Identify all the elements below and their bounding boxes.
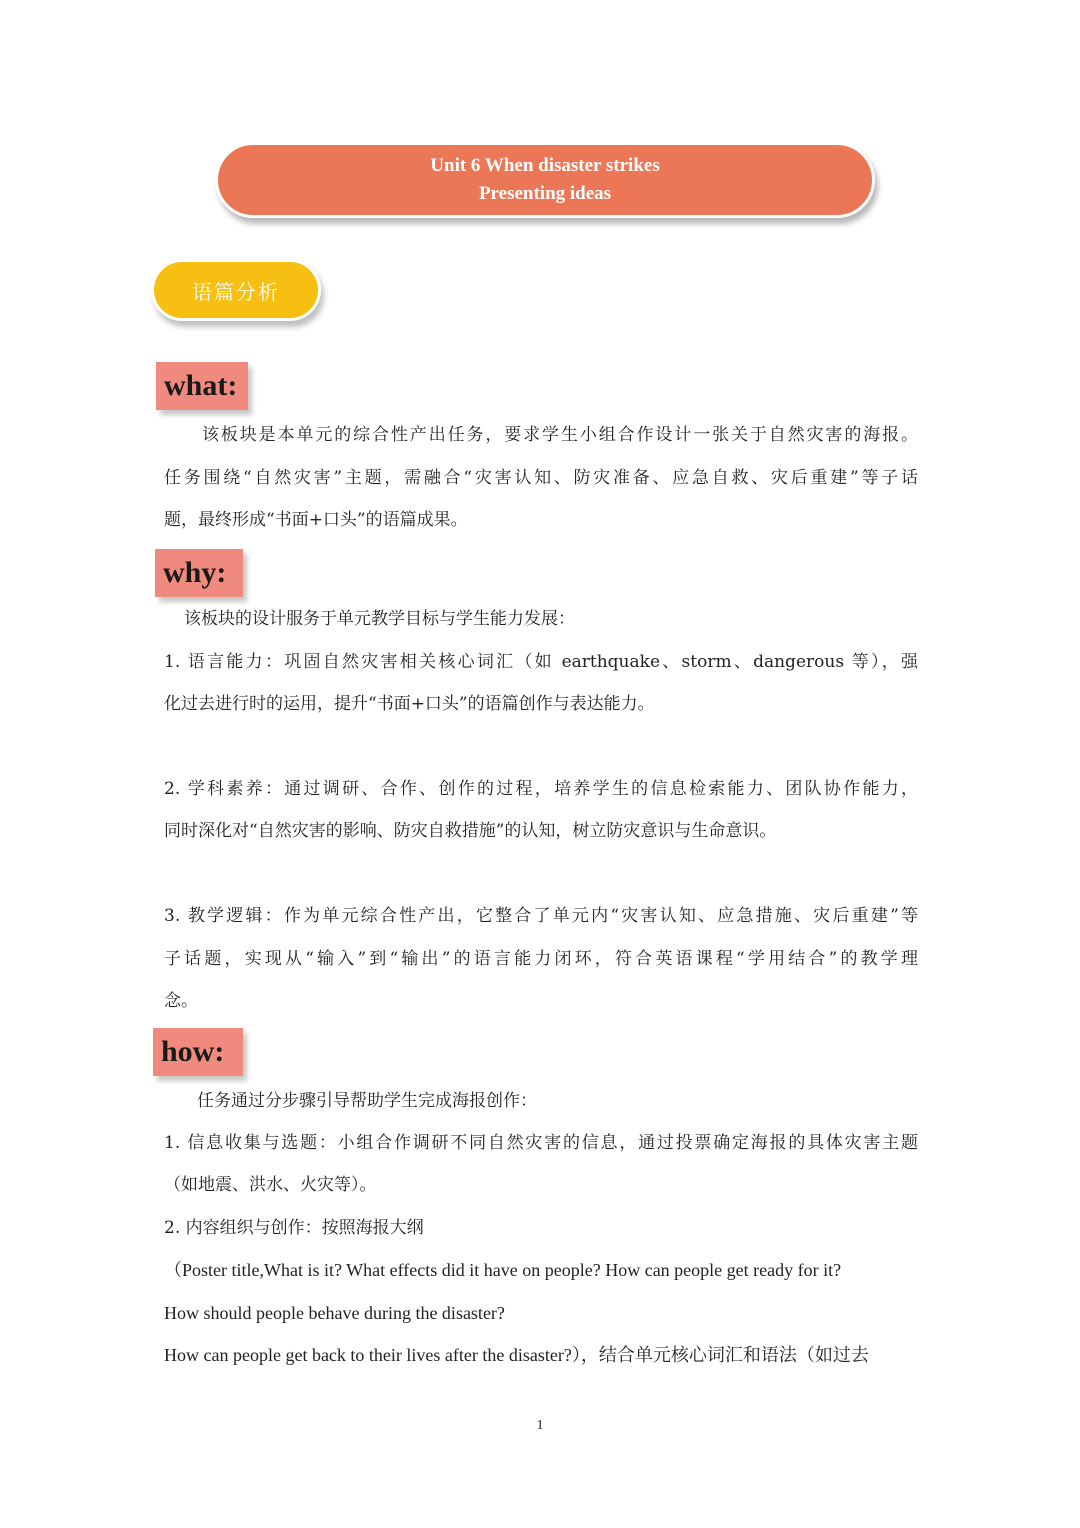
- how-tag: how:: [153, 1028, 243, 1076]
- outline-line-3: How can people get back to their lives after the disaster?），结合单元核心词汇和语法（如过去: [164, 1345, 869, 1365]
- why-p2-line-2: 同时深化对“自然灾害的影响、防灾自救措施”的认知，树立防灾意识与生命意识。: [164, 821, 777, 841]
- outline-line-1: （Poster title,What is it? What effects did it have on people? How can people get ready for it?: [164, 1260, 842, 1280]
- what-line-2: 任务围绕“自然灾害”主题，需融合“灾害认知、防灾准备、应急自救、灾后重建”等子话: [164, 468, 918, 488]
- outline-line-2: How should people behave during the disaster?: [164, 1303, 505, 1323]
- section-label: 语篇分析: [151, 259, 321, 321]
- page-number: 1: [536, 1418, 544, 1433]
- why-tag: why:: [155, 549, 243, 597]
- lesson-subtitle: Presenting ideas: [478, 183, 612, 204]
- what-line-3: 题，最终形成“书面+口头”的语篇成果。: [164, 510, 468, 530]
- why-intro: 该板块的设计服务于单元教学目标与学生能力发展：: [184, 609, 575, 629]
- what-tag: what:: [156, 362, 248, 410]
- why-p2-line-1: 2. 学科素养：通过调研、合作、创作的过程，培养学生的信息检索能力、团队协作能力，: [164, 779, 918, 799]
- title-banner: [215, 142, 875, 218]
- what-line-1: 该板块是本单元的综合性产出任务，要求学生小组合作设计一张关于自然灾害的海报。: [202, 425, 918, 445]
- how-intro: 任务通过分步骤引导帮助学生完成海报创作：: [197, 1091, 537, 1111]
- why-p3-line-3: 念。: [164, 991, 198, 1011]
- why-p1-line-2: 化过去进行时的运用，提升“书面+口头”的语篇创作与表达能力。: [164, 694, 655, 714]
- why-p1-line-1: 1. 语言能力：巩固自然灾害相关核心词汇（如 earthquake、storm、dangerous 等），强: [164, 652, 918, 672]
- unit-title: Unit 6 When disaster strikes: [430, 155, 660, 176]
- how-p1-line-1: 1. 信息收集与选题：小组合作调研不同自然灾害的信息，通过投票确定海报的具体灾害主题: [164, 1133, 918, 1153]
- how-p1-line-2: （如地震、洪水、火灾等）。: [164, 1175, 377, 1195]
- why-p3-line-2: 子话题，实现从“输入”到“输出”的语言能力闭环，符合英语课程“学用结合”的教学理: [164, 949, 918, 969]
- how-p2-line: 2. 内容组织与创作：按照海报大纲: [164, 1218, 424, 1238]
- why-p3-line-1: 3. 教学逻辑：作为单元综合性产出，它整合了单元内“灾害认知、应急措施、灾后重建”等: [164, 906, 918, 926]
